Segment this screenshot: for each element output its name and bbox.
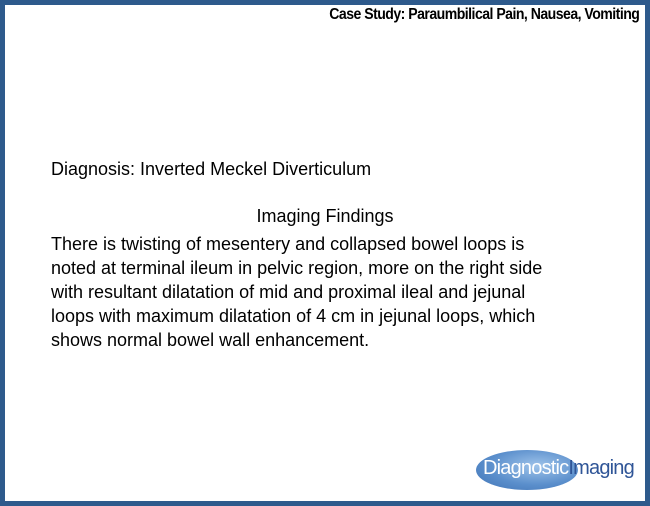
diagnosis-text: Diagnosis: Inverted Meckel Diverticulum — [51, 159, 372, 179]
findings-line: shows normal bowel wall enhancement. — [51, 330, 370, 350]
logo-text-imaging: Imaging — [568, 457, 634, 479]
imaging-findings-body — [51, 232, 611, 352]
findings-line: There is twisting of mesentery and collapsed bowel loops is — [51, 234, 525, 254]
slide-title: Case Study: Paraumbilical Pain, Nausea, Vomiting — [328, 6, 639, 23]
findings-line: with resultant dilatation of mid and proximal ileal and jejunal — [51, 282, 526, 302]
diagnostic-imaging-logo — [472, 448, 637, 494]
logo-wordmark — [483, 457, 634, 480]
logo-text-diagnostic: Diagnostic — [483, 457, 569, 479]
imaging-findings-heading: Imaging Findings — [256, 206, 394, 226]
findings-line: noted at terminal ileum in pelvic region, more on the right side — [51, 258, 543, 278]
findings-line: loops with maximum dilatation of 4 cm in jejunal loops, which — [51, 306, 536, 326]
